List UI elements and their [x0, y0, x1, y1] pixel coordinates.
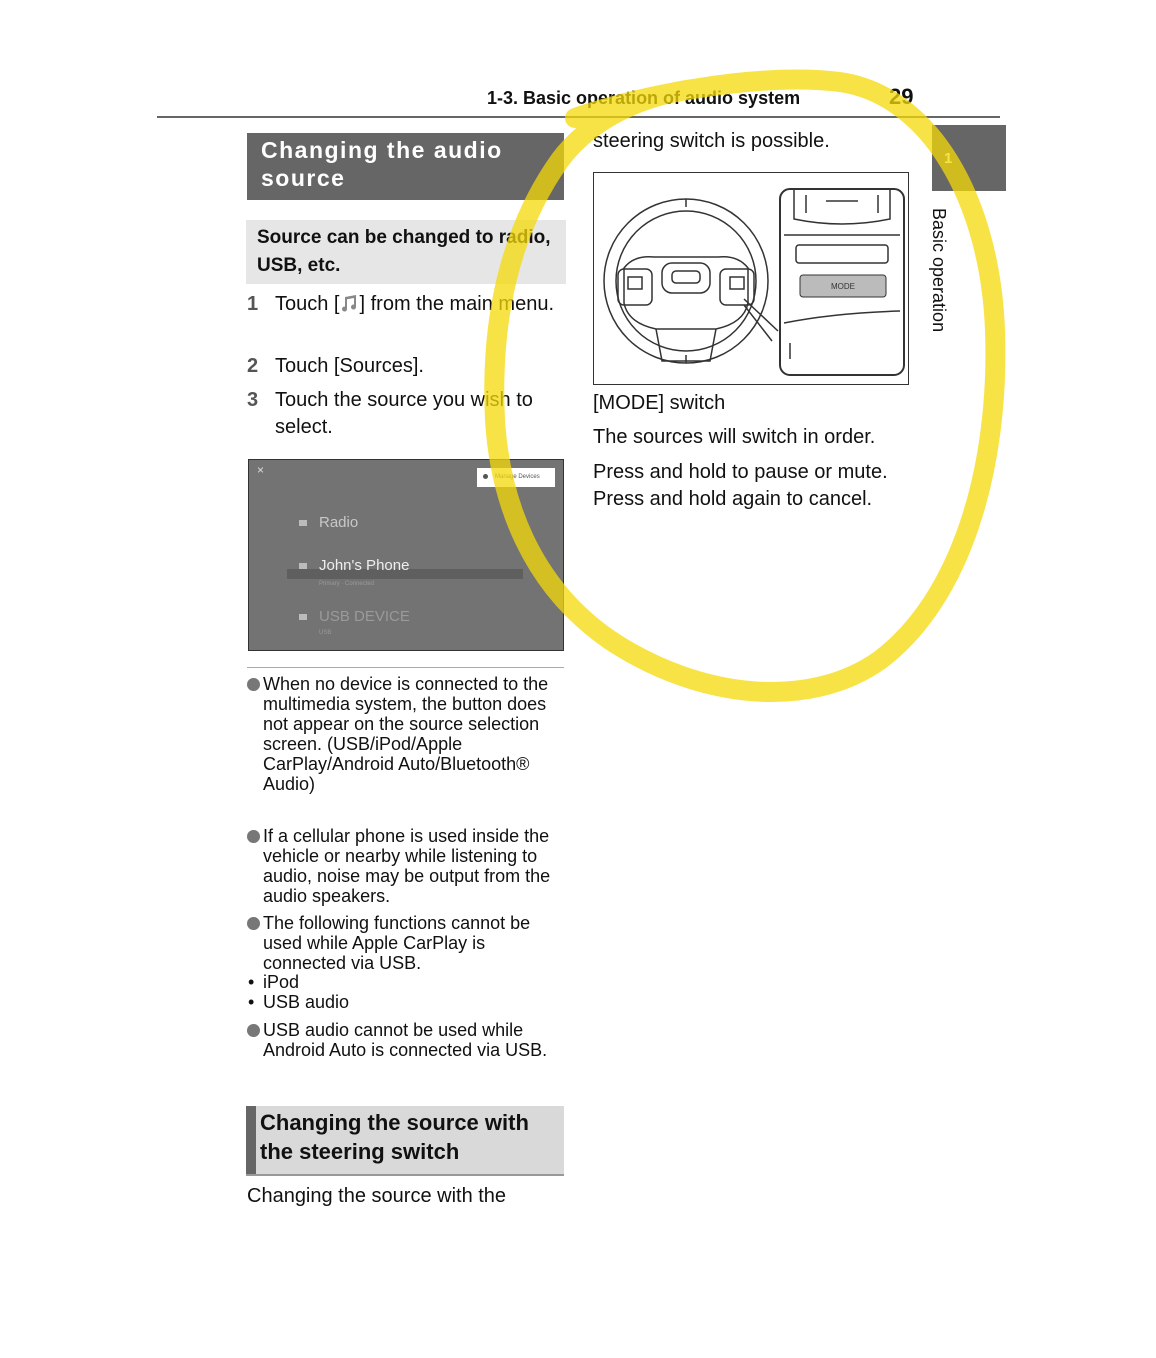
note-text: When no device is connected to the multimedia system, the button does not appear on the source selection screen. (USB/iPod/Apple CarPlay/Android Auto/Bluetooth® Audio)	[263, 674, 549, 794]
step-1	[247, 291, 567, 321]
section-heading-text: Changing the audio source	[261, 137, 503, 191]
chapter-tab	[932, 125, 1006, 191]
source-label: Radio	[319, 514, 359, 531]
usb-icon	[299, 614, 307, 620]
step-number: 2	[247, 355, 259, 377]
step-text: Touch [Sources].	[275, 355, 424, 377]
manage-devices-button	[477, 468, 555, 487]
list-item: • USB audio	[248, 992, 350, 1012]
step-number: 1	[247, 293, 259, 315]
bullet-icon	[247, 917, 260, 930]
music-note-icon	[339, 293, 359, 321]
bullet-icon	[247, 830, 260, 843]
page-number: 29	[889, 84, 914, 109]
note-text: If a cellular phone is used inside the vehicle or nearby while listening to audio, noise may be output from the audio speakers.	[263, 826, 551, 906]
step-text-pre: Touch [	[275, 293, 340, 315]
body-text: Press and hold to pause or mute. Press and hold again to cancel.	[593, 461, 888, 510]
source-selection-screenshot	[248, 459, 564, 651]
step-3	[247, 387, 567, 441]
chapter-number: 1	[944, 150, 953, 167]
mode-switch-label: MODE	[831, 282, 855, 291]
source-sub: Primary · Connected	[319, 581, 375, 587]
note-item	[247, 674, 567, 794]
body-text: steering switch is possible.	[593, 130, 830, 152]
source-item-radio	[299, 514, 358, 531]
step-text-post: ] from the main menu.	[359, 293, 555, 315]
list-item-text: iPod	[263, 972, 300, 992]
chapter-label: Basic operation	[929, 208, 949, 333]
step-2	[247, 353, 567, 380]
gear-icon	[483, 474, 488, 479]
body-text: The sources will switch in order.	[593, 426, 876, 448]
note-item	[247, 826, 567, 906]
radio-icon	[299, 520, 307, 526]
bullet-icon	[247, 1024, 260, 1037]
step-number: 3	[247, 389, 259, 411]
source-item-usb	[299, 608, 410, 625]
source-label: John's Phone	[319, 557, 410, 574]
bluetooth-icon	[299, 563, 307, 569]
source-sub: USB	[319, 630, 332, 636]
manage-devices-label: Manage Devices	[495, 474, 540, 480]
notes-rule	[247, 667, 564, 668]
source-item-phone	[299, 557, 409, 574]
section-heading	[247, 133, 564, 200]
steering-wheel-illustration	[594, 173, 908, 384]
close-icon: ×	[257, 463, 265, 477]
bullet-icon	[247, 678, 260, 691]
running-header: 1-3. Basic operation of audio system	[487, 88, 801, 108]
list-item-text: USB audio	[263, 992, 350, 1012]
subheading	[246, 220, 566, 284]
source-label: USB DEVICE	[319, 608, 410, 625]
steering-switch-figure	[593, 172, 909, 385]
note-text: USB audio cannot be used while Android Auto is connected via USB.	[263, 1020, 548, 1060]
header-rule	[157, 116, 1000, 118]
figure-caption: [MODE] switch	[593, 392, 726, 414]
subheading-text: Source can be changed to radio, USB, etc.	[257, 227, 551, 276]
note-item	[247, 1020, 567, 1060]
section-heading-2	[246, 1106, 564, 1176]
step-text: Touch the source you wish to select.	[275, 389, 533, 438]
list-item: • iPod	[248, 972, 300, 992]
body-text: Changing the source with the	[247, 1185, 507, 1207]
note-text: The following functions cannot be used while Apple CarPlay is connected via USB.	[263, 913, 531, 973]
section-heading-2-text: Changing the source with the steering switch	[260, 1110, 529, 1164]
note-item	[247, 913, 567, 973]
